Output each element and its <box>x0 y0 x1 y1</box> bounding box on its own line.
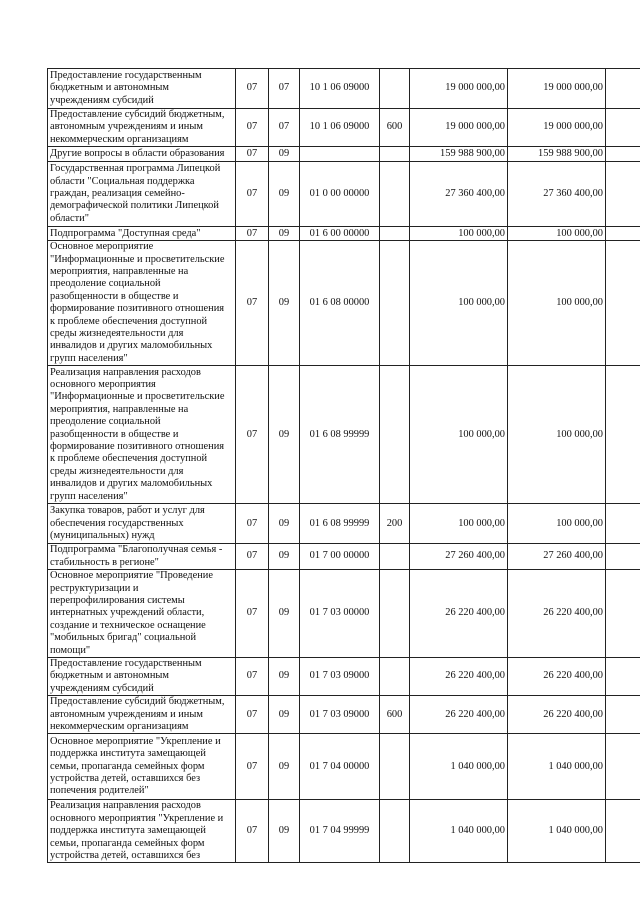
amount-cell: 1 040 000,00 <box>410 734 508 800</box>
expense-type-cell <box>380 227 410 241</box>
budget-table <box>47 68 640 863</box>
subsection-code-cell: 09 <box>269 734 300 800</box>
item-name-line: разобщенности в обществе и <box>50 290 179 302</box>
item-name-line: среды жизнедеятельности для <box>50 465 184 477</box>
clipped-column-cell <box>606 504 640 544</box>
item-name-cell <box>48 504 236 544</box>
item-name-line: мероприятия, направленные на <box>50 403 189 415</box>
item-name-cell <box>48 162 236 227</box>
item-name-line: автономным учреждениям и иным <box>50 708 203 720</box>
section-code-cell: 07 <box>236 162 269 227</box>
item-name-line: граждан, реализация семейно- <box>50 188 185 200</box>
amount-second-cell: 100 000,00 <box>508 366 606 504</box>
subsection-code-cell: 09 <box>269 504 300 544</box>
target-article-cell: 10 1 06 09000 <box>300 109 380 147</box>
item-name-line: устройства детей, оставшихся без <box>50 850 201 861</box>
expense-type-cell <box>380 544 410 570</box>
section-code-cell: 07 <box>236 69 269 109</box>
amount-second-cell: 100 000,00 <box>508 241 606 366</box>
item-name-cell <box>48 69 236 109</box>
table-row <box>48 800 640 863</box>
item-name-line: формирование позитивного отношения <box>50 303 225 315</box>
item-name-line: разобщенности в обществе и <box>50 428 179 440</box>
target-article-cell: 01 7 04 00000 <box>300 734 380 800</box>
amount-second-cell: 100 000,00 <box>508 227 606 241</box>
section-code-cell: 07 <box>236 570 269 658</box>
section-code-cell: 07 <box>236 504 269 544</box>
item-name-cell <box>48 696 236 734</box>
table-row <box>48 109 640 147</box>
item-name-line: бюджетным и автономным <box>50 670 169 682</box>
clipped-column-cell <box>606 147 640 162</box>
item-name-line: инвалидов и других маломобильных <box>50 340 213 352</box>
section-code-cell: 07 <box>236 147 269 162</box>
item-name-line: демографической политики Липецкой <box>50 200 219 212</box>
clipped-column-cell <box>606 162 640 227</box>
item-name-cell <box>48 544 236 570</box>
target-article-cell: 01 7 03 00000 <box>300 570 380 658</box>
item-name-line: Другие вопросы в области образования <box>50 148 225 160</box>
table-row <box>48 696 640 734</box>
amount-cell: 26 220 400,00 <box>410 696 508 734</box>
item-name-line: Подпрограмма "Доступная среда" <box>50 227 201 239</box>
item-name-line: Предоставление государственным <box>50 69 202 81</box>
item-name-line: семьи, пропаганда семейных форм <box>50 760 205 772</box>
item-name-line: групп населения" <box>50 352 128 364</box>
expense-type-cell: 200 <box>380 504 410 544</box>
item-name-line: помощи" <box>50 644 91 656</box>
item-name-line: групп населения" <box>50 490 128 502</box>
target-article-cell: 01 0 00 00000 <box>300 162 380 227</box>
table-row <box>48 366 640 504</box>
expense-type-cell: 600 <box>380 109 410 147</box>
item-name-line: Основное мероприятие "Проведение <box>50 570 213 582</box>
clipped-column-cell <box>606 241 640 366</box>
expense-type-cell <box>380 800 410 863</box>
item-name-line: основного мероприятия "Укрепление и <box>50 812 224 824</box>
item-name-line: бюджетным и автономным <box>50 82 169 94</box>
item-name-line: реструктуризации и <box>50 582 139 594</box>
target-article-cell: 01 7 04 99999 <box>300 800 380 863</box>
expense-type-cell <box>380 147 410 162</box>
amount-second-cell: 19 000 000,00 <box>508 109 606 147</box>
item-name-line: обеспечения государственных <box>50 517 184 529</box>
target-article-cell: 01 6 08 99999 <box>300 504 380 544</box>
subsection-code-cell: 09 <box>269 366 300 504</box>
expense-type-cell <box>380 241 410 366</box>
item-name-line: среды жизнедеятельности для <box>50 328 184 340</box>
item-name-line: Предоставление субсидий бюджетным, <box>50 109 225 120</box>
expense-type-cell <box>380 162 410 227</box>
amount-second-cell: 26 220 400,00 <box>508 657 606 695</box>
item-name-cell <box>48 570 236 658</box>
amount-second-cell: 26 220 400,00 <box>508 570 606 658</box>
amount-cell: 100 000,00 <box>410 241 508 366</box>
item-name-line: создание и техническое оснащение <box>50 619 206 631</box>
expense-type-cell <box>380 366 410 504</box>
clipped-column-cell <box>606 800 640 863</box>
subsection-code-cell: 07 <box>269 109 300 147</box>
subsection-code-cell: 07 <box>269 69 300 109</box>
item-name-line: Закупка товаров, работ и услуг для <box>50 505 205 517</box>
clipped-column-cell <box>606 109 640 147</box>
item-name-line: попечения родителей" <box>50 785 149 797</box>
section-code-cell: 07 <box>236 657 269 695</box>
item-name-line: формирование позитивного отношения <box>50 440 225 452</box>
item-name-line: устройства детей, оставшихся без <box>50 773 201 785</box>
table-row <box>48 544 640 570</box>
item-name-cell <box>48 800 236 863</box>
item-name-line: основного мероприятия <box>50 378 156 390</box>
item-name-line: поддержка института замещающей <box>50 825 206 837</box>
item-name-cell <box>48 366 236 504</box>
amount-cell: 100 000,00 <box>410 366 508 504</box>
expense-type-cell <box>380 657 410 695</box>
clipped-column-cell <box>606 227 640 241</box>
item-name-line: (муниципальных) нужд <box>50 529 155 541</box>
budget-table-body <box>48 69 640 863</box>
amount-cell: 100 000,00 <box>410 504 508 544</box>
item-name-line: области "Социальная поддержка <box>50 175 195 187</box>
item-name-line: "мобильных бригад" социальной <box>50 632 197 644</box>
amount-cell: 26 220 400,00 <box>410 657 508 695</box>
amount-second-cell: 100 000,00 <box>508 504 606 544</box>
item-name-line: "Информационные и просветительские <box>50 391 225 403</box>
item-name-cell <box>48 241 236 366</box>
target-article-cell: 01 6 08 00000 <box>300 241 380 366</box>
amount-cell: 27 260 400,00 <box>410 544 508 570</box>
item-name-line: Государственная программа Липецкой <box>50 163 221 175</box>
subsection-code-cell: 09 <box>269 544 300 570</box>
item-name-line: мероприятия, направленные на <box>50 266 189 278</box>
amount-second-cell: 1 040 000,00 <box>508 734 606 800</box>
target-article-cell: 01 6 08 99999 <box>300 366 380 504</box>
section-code-cell: 07 <box>236 800 269 863</box>
section-code-cell: 07 <box>236 241 269 366</box>
table-row <box>48 162 640 227</box>
subsection-code-cell: 09 <box>269 570 300 658</box>
amount-second-cell: 159 988 900,00 <box>508 147 606 162</box>
section-code-cell: 07 <box>236 227 269 241</box>
table-row <box>48 734 640 800</box>
target-article-cell <box>300 147 380 162</box>
expense-type-cell <box>380 69 410 109</box>
item-name-cell <box>48 734 236 800</box>
item-name-line: перепрофилирования системы <box>50 594 185 606</box>
amount-second-cell: 27 360 400,00 <box>508 162 606 227</box>
section-code-cell: 07 <box>236 734 269 800</box>
item-name-line: некоммерческим организациям <box>50 133 189 145</box>
target-article-cell: 10 1 06 09000 <box>300 69 380 109</box>
subsection-code-cell: 09 <box>269 657 300 695</box>
target-article-cell: 01 7 03 09000 <box>300 696 380 734</box>
amount-cell: 27 360 400,00 <box>410 162 508 227</box>
table-row <box>48 570 640 658</box>
item-name-line: к проблеме обеспечения доступной <box>50 453 208 465</box>
table-row <box>48 504 640 544</box>
item-name-cell <box>48 657 236 695</box>
item-name-line: "Информационные и просветительские <box>50 253 225 265</box>
amount-cell: 1 040 000,00 <box>410 800 508 863</box>
amount-cell: 100 000,00 <box>410 227 508 241</box>
item-name-line: Предоставление государственным <box>50 657 202 669</box>
amount-second-cell: 19 000 000,00 <box>508 69 606 109</box>
item-name-line: учреждениям субсидий <box>50 682 154 694</box>
clipped-column-cell <box>606 366 640 504</box>
section-code-cell: 07 <box>236 109 269 147</box>
clipped-column-cell <box>606 69 640 109</box>
section-code-cell: 07 <box>236 696 269 734</box>
clipped-column-cell <box>606 696 640 734</box>
subsection-code-cell: 09 <box>269 147 300 162</box>
target-article-cell: 01 7 03 09000 <box>300 657 380 695</box>
expense-type-cell <box>380 570 410 658</box>
section-code-cell: 07 <box>236 366 269 504</box>
section-code-cell: 07 <box>236 544 269 570</box>
item-name-line: преодоление социальной <box>50 416 161 428</box>
expense-type-cell <box>380 734 410 800</box>
amount-second-cell: 27 260 400,00 <box>508 544 606 570</box>
item-name-line: Реализация направления расходов <box>50 800 201 812</box>
item-name-line: поддержка института замещающей <box>50 748 206 760</box>
expense-type-cell: 600 <box>380 696 410 734</box>
item-name-line: инвалидов и других маломобильных <box>50 478 213 490</box>
item-name-line: Основное мероприятие <box>50 241 154 253</box>
amount-second-cell: 1 040 000,00 <box>508 800 606 863</box>
clipped-column-cell <box>606 570 640 658</box>
subsection-code-cell: 09 <box>269 241 300 366</box>
subsection-code-cell: 09 <box>269 800 300 863</box>
table-row <box>48 227 640 241</box>
item-name-line: некоммерческим организациям <box>50 720 189 732</box>
item-name-line: интернатных учреждений области, <box>50 607 205 619</box>
item-name-line: Реализация направления расходов <box>50 366 201 378</box>
clipped-column-cell <box>606 657 640 695</box>
item-name-line: области" <box>50 212 89 224</box>
clipped-column-cell <box>606 544 640 570</box>
item-name-line: стабильность в регионе" <box>50 556 159 568</box>
subsection-code-cell: 09 <box>269 162 300 227</box>
item-name-line: к проблеме обеспечения доступной <box>50 315 208 327</box>
clipped-column-cell <box>606 734 640 800</box>
item-name-cell <box>48 109 236 147</box>
item-name-line: Основное мероприятие "Укрепление и <box>50 735 221 747</box>
item-name-line: Предоставление субсидий бюджетным, <box>50 696 225 708</box>
item-name-line: автономным учреждениям и иным <box>50 121 203 133</box>
item-name-line: Подпрограмма "Благополучная семья - <box>50 544 223 556</box>
table-row <box>48 69 640 109</box>
table-row <box>48 241 640 366</box>
item-name-line: семьи, пропаганда семейных форм <box>50 837 205 849</box>
table-row <box>48 657 640 695</box>
item-name-cell <box>48 227 236 241</box>
subsection-code-cell: 09 <box>269 696 300 734</box>
target-article-cell: 01 7 00 00000 <box>300 544 380 570</box>
target-article-cell: 01 6 00 00000 <box>300 227 380 241</box>
amount-second-cell: 26 220 400,00 <box>508 696 606 734</box>
item-name-cell <box>48 147 236 162</box>
amount-cell: 19 000 000,00 <box>410 109 508 147</box>
item-name-line: преодоление социальной <box>50 278 161 290</box>
amount-cell: 159 988 900,00 <box>410 147 508 162</box>
amount-cell: 26 220 400,00 <box>410 570 508 658</box>
item-name-line: учреждениям субсидий <box>50 94 154 106</box>
subsection-code-cell: 09 <box>269 227 300 241</box>
table-row <box>48 147 640 162</box>
amount-cell: 19 000 000,00 <box>410 69 508 109</box>
